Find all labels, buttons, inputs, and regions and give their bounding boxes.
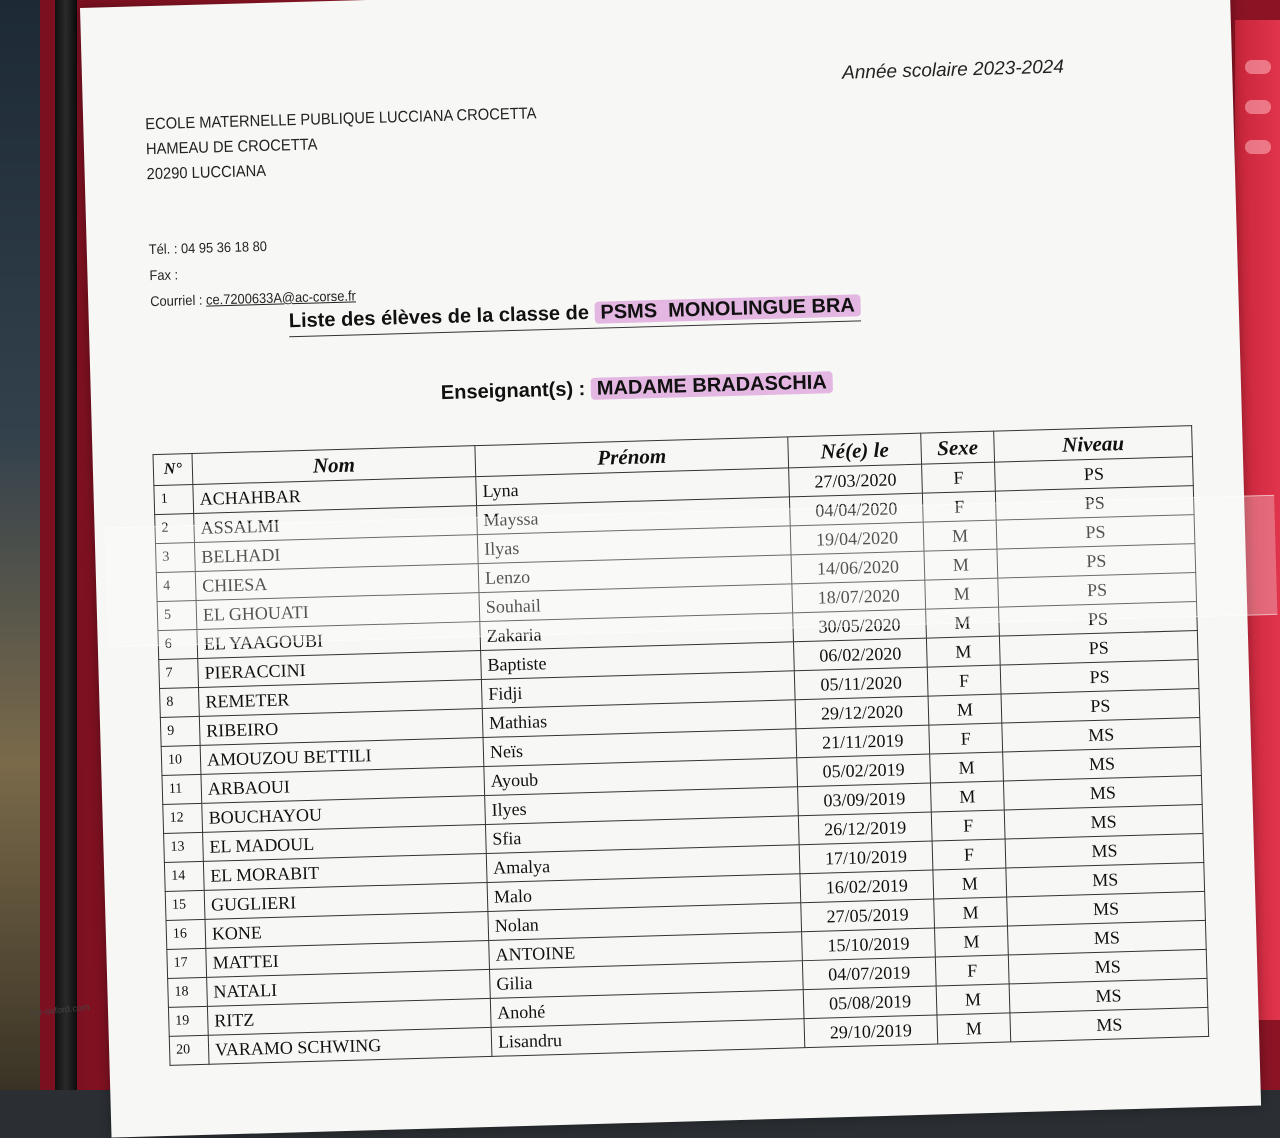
cell-date: 05/11/2020 xyxy=(794,667,928,700)
cell-date: 16/02/2019 xyxy=(800,870,934,903)
cell-date: 04/04/2020 xyxy=(789,493,923,526)
cell-num: 7 xyxy=(159,658,199,688)
school-address xyxy=(145,101,538,187)
table-body xyxy=(154,457,1209,1066)
cell-num: 19 xyxy=(168,1006,208,1036)
binder-spine xyxy=(55,0,77,1090)
header-date: Né(e) le xyxy=(788,433,922,468)
header-prenom: Prénom xyxy=(475,437,789,477)
cell-nom: EL YAAGOUBI xyxy=(197,622,481,659)
cell-num: 14 xyxy=(164,861,204,891)
cell-num: 20 xyxy=(169,1035,209,1065)
cell-nom: ARBAOUI xyxy=(201,767,485,804)
mail-value[interactable]: ce.7200633A@ac-corse.fr xyxy=(205,287,357,308)
cell-sexe: M xyxy=(936,984,1010,1015)
cell-prenom: Ilyes xyxy=(485,787,799,825)
cell-num: 16 xyxy=(166,919,206,949)
cell-niveau: PS xyxy=(999,602,1198,637)
cell-num: 5 xyxy=(157,600,197,630)
cell-date: 27/03/2020 xyxy=(789,464,923,497)
cell-sexe: M xyxy=(930,752,1004,783)
cell-num: 3 xyxy=(155,543,195,573)
cell-date: 19/04/2020 xyxy=(790,522,924,555)
cell-niveau: MS xyxy=(1009,978,1208,1013)
cell-niveau: MS xyxy=(1007,891,1206,926)
cell-nom: RIBEIRO xyxy=(199,709,483,746)
cell-num: 18 xyxy=(168,977,208,1007)
school-city: 20290 LUCCIANA xyxy=(146,162,267,184)
cell-date: 29/10/2019 xyxy=(804,1015,938,1048)
cell-nom: EL GHOUATI xyxy=(196,593,480,630)
cell-date: 30/05/2020 xyxy=(793,609,927,642)
cell-niveau: MS xyxy=(1004,804,1203,839)
cell-sexe: M xyxy=(926,636,1000,667)
cell-sexe: M xyxy=(923,520,997,551)
cell-num: 15 xyxy=(165,890,205,920)
cell-nom: VARAMO SCHWING xyxy=(208,1027,492,1064)
cell-niveau: PS xyxy=(997,544,1196,579)
cell-niveau: MS xyxy=(1002,718,1201,753)
cell-prenom: ANTOINE xyxy=(489,932,803,970)
cell-nom: KONE xyxy=(205,911,489,948)
cell-nom: MATTEI xyxy=(206,940,490,977)
cell-date: 26/12/2019 xyxy=(798,812,932,845)
cell-date: 18/07/2020 xyxy=(792,580,926,613)
cell-prenom: Sfia xyxy=(485,816,799,854)
cell-nom: AMOUZOU BETTILI xyxy=(200,738,484,775)
cell-sexe: M xyxy=(937,1013,1011,1044)
cell-nom: PIERACCINI xyxy=(198,651,482,688)
cell-niveau: PS xyxy=(1000,660,1199,695)
student-table xyxy=(152,425,1209,1066)
teacher-line xyxy=(441,371,834,405)
cell-sexe: F xyxy=(922,491,996,522)
cell-prenom: Souhail xyxy=(479,584,793,622)
cell-prenom: Mayssa xyxy=(477,497,791,535)
cell-prenom: Mathias xyxy=(482,700,796,738)
cell-niveau: MS xyxy=(1010,1007,1209,1042)
cell-num: 4 xyxy=(156,572,196,602)
cell-date: 04/07/2019 xyxy=(802,957,936,990)
cell-date: 17/10/2019 xyxy=(799,841,933,874)
cell-nom: GUGLIERI xyxy=(204,882,488,919)
teacher-label: Enseignant(s) : xyxy=(440,378,586,405)
cell-sexe: F xyxy=(932,839,1006,870)
cell-date: 15/10/2019 xyxy=(802,928,936,961)
tel-label: Tél. : xyxy=(148,240,178,258)
header-niveau: Niveau xyxy=(994,426,1193,463)
teacher-name: MADAME BRADASCHIA xyxy=(591,371,834,400)
cell-prenom: Malo xyxy=(487,874,801,912)
list-title xyxy=(289,294,862,337)
cell-date: 27/05/2019 xyxy=(801,899,935,932)
cell-num: 17 xyxy=(167,948,207,978)
cell-niveau: PS xyxy=(999,631,1198,666)
cell-sexe: M xyxy=(925,578,999,609)
cell-prenom: Lenzo xyxy=(478,555,792,593)
cell-nom: BOUCHAYOU xyxy=(202,796,486,833)
cell-num: 12 xyxy=(163,803,203,833)
cell-niveau: PS xyxy=(996,515,1195,550)
cell-niveau: PS xyxy=(995,486,1194,521)
cell-date: 21/11/2019 xyxy=(796,725,930,758)
cell-num: 10 xyxy=(161,745,201,775)
header-num: N° xyxy=(153,454,193,486)
cell-sexe: F xyxy=(922,462,996,493)
oxford-stamp: my-oxford.com xyxy=(29,1001,90,1019)
cell-prenom: Baptiste xyxy=(481,642,795,680)
cell-sexe: M xyxy=(934,897,1008,928)
cell-prenom: Lyna xyxy=(476,468,790,506)
contact-block xyxy=(148,230,356,314)
cell-num: 1 xyxy=(154,485,194,515)
cell-nom: REMETER xyxy=(199,680,483,717)
class-name: PSMS MONOLINGUE BRA xyxy=(594,294,861,323)
class-list-sheet xyxy=(80,0,1261,1138)
cell-num: 9 xyxy=(160,716,200,746)
cell-niveau: MS xyxy=(1007,920,1206,955)
cell-date: 05/08/2019 xyxy=(803,986,937,1019)
cell-nom: CHIESA xyxy=(195,564,479,601)
cell-nom: ASSALMI xyxy=(194,506,478,543)
school-year: Année scolaire 2023-2024 xyxy=(841,56,1065,84)
cell-prenom: Ayoub xyxy=(484,758,798,796)
cell-niveau: MS xyxy=(1005,833,1204,868)
tel-value: 04 95 36 18 80 xyxy=(180,237,268,257)
cell-date: 05/02/2019 xyxy=(797,754,931,787)
school-hamlet: HAMEAU DE CROCETTA xyxy=(145,136,318,159)
cell-nom: ACHAHBAR xyxy=(193,477,477,514)
cell-sexe: M xyxy=(926,607,1000,638)
cell-prenom: Nolan xyxy=(488,903,802,941)
cell-sexe: F xyxy=(927,665,1001,696)
cell-sexe: F xyxy=(935,955,1009,986)
cell-sexe: F xyxy=(929,723,1003,754)
cell-niveau: PS xyxy=(998,573,1197,608)
cell-niveau: MS xyxy=(1006,862,1205,897)
cell-date: 14/06/2020 xyxy=(791,551,925,584)
school-name: ECOLE MATERNELLE PUBLIQUE LUCCIANA CROCETTA xyxy=(145,105,537,134)
cell-nom: EL MADOUL xyxy=(203,824,487,861)
cell-niveau: PS xyxy=(995,457,1194,492)
cell-prenom: Fidji xyxy=(481,671,795,709)
cell-nom: RITZ xyxy=(207,998,491,1035)
cell-niveau: MS xyxy=(1003,747,1202,782)
cell-sexe: F xyxy=(931,810,1005,841)
cell-niveau: MS xyxy=(1003,775,1202,810)
list-title-prefix: Liste des élèves de la classe de xyxy=(288,301,590,333)
cell-sexe: M xyxy=(930,781,1004,812)
cell-num: 2 xyxy=(155,514,195,544)
mail-label: Courriel : xyxy=(149,291,203,310)
cell-sexe: M xyxy=(935,926,1009,957)
cell-prenom: Neïs xyxy=(483,729,797,767)
cell-prenom: Lisandru xyxy=(491,1019,805,1057)
cell-date: 03/09/2019 xyxy=(798,783,932,816)
cell-sexe: M xyxy=(933,868,1007,899)
cell-prenom: Anohé xyxy=(490,990,804,1028)
cell-prenom: Ilyas xyxy=(477,526,791,564)
cell-prenom: Amalya xyxy=(486,845,800,883)
cell-niveau: MS xyxy=(1008,949,1207,984)
cell-date: 29/12/2020 xyxy=(795,696,929,729)
cell-nom: BELHADI xyxy=(194,535,478,572)
cell-num: 11 xyxy=(162,774,202,804)
header-sexe: Sexe xyxy=(921,431,995,464)
cell-num: 6 xyxy=(158,629,198,659)
cell-nom: NATALI xyxy=(207,969,491,1006)
cell-date: 06/02/2020 xyxy=(793,638,927,671)
cell-prenom: Zakaria xyxy=(480,613,794,651)
cell-nom: EL MORABIT xyxy=(203,853,487,890)
cell-sexe: M xyxy=(924,549,998,580)
header-nom: Nom xyxy=(192,446,476,485)
cell-niveau: PS xyxy=(1001,689,1200,724)
cell-num: 8 xyxy=(160,687,200,717)
cell-num: 13 xyxy=(164,832,204,862)
fax-label: Fax : xyxy=(149,266,179,284)
cell-sexe: M xyxy=(928,694,1002,725)
cell-prenom: Gilia xyxy=(490,961,804,999)
